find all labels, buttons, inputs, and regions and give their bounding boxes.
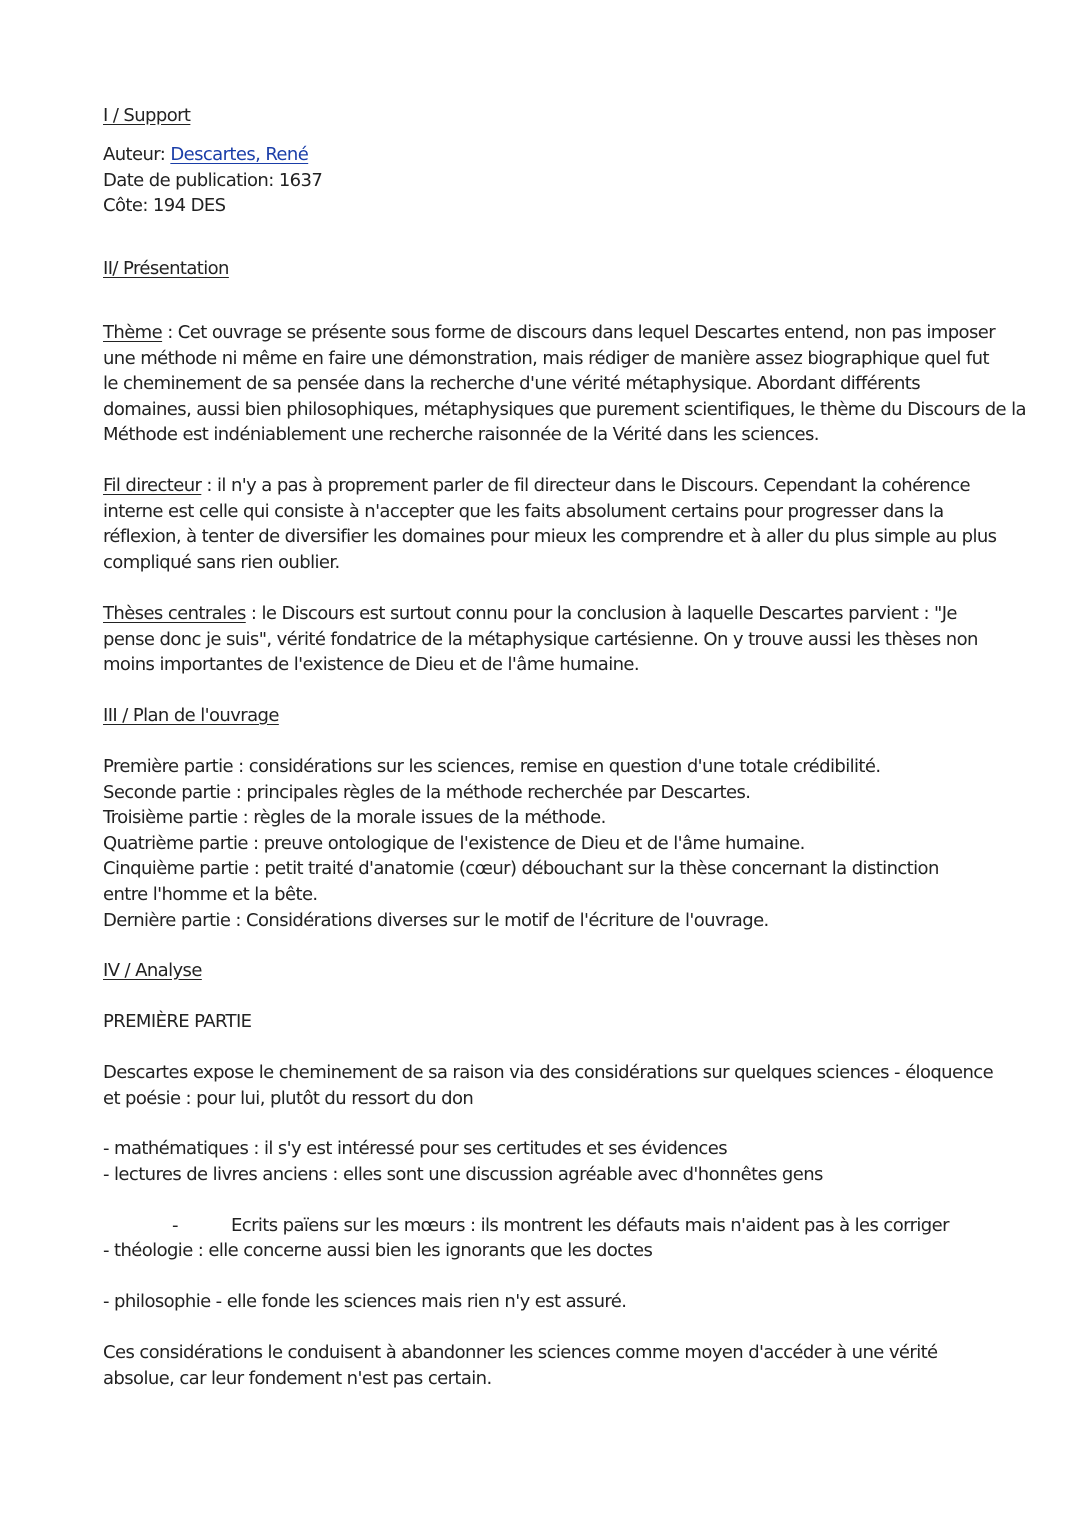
fil-directeur-label: Fil directeur xyxy=(103,475,202,496)
theme-paragraph: Thème : Cet ouvrage se présente sous forme de discours dans lequel Descartes entend, non pas imposer une méthode ni même en faire une démonstration, mais rédiger de manière assez biographique quel fut le cheminement de sa pensée dans la recherche d'une vérité métaphysique. Abordant différents domaines, aussi bien philosophiques, métaphysiques que purement scientifiques, le thème du Discours de la Méthode est indéniablement une recherche raisonnée de la Vérité dans les sciences. xyxy=(103,322,1026,446)
plan-item: Quatrième partie : preuve ontologique de l'existence de Dieu et de l'âme humaine. xyxy=(103,832,805,854)
section-heading-analyse: IV / Analyse xyxy=(103,960,202,981)
fil-directeur-paragraph: Fil directeur : il n'y a pas à proprement parler de fil directeur dans le Discours. Cependant la cohérence interne est celle qui consiste à n'accepter que les faits absolument certains pour progresser dans la réflexion, à tenter de diversifier les domaines pour mieux les comprendre et à aller du plus simple au plus compliqué sans rien oublier. xyxy=(103,475,997,573)
plan-list xyxy=(103,754,983,933)
plan-item: entre l'homme et la bête. xyxy=(103,883,318,905)
bullet-mathematiques: - mathématiques : il s'y est intéressé pour ses certitudes et ses évidences xyxy=(103,1138,727,1159)
plan-item: Cinquième partie : petit traité d'anatomie (cœur) débouchant sur la thèse concernant la distinction xyxy=(103,858,939,880)
bullet-philosophie: - philosophie - elle fonde les sciences mais rien n'y est assuré. xyxy=(103,1291,627,1312)
plan-item: Seconde partie : principales règles de la méthode recherchée par Descartes. xyxy=(103,781,751,803)
auteur-line xyxy=(103,142,308,168)
analyse-conclusion: Ces considérations le conduisent à abandonner les sciences comme moyen d'accéder à une vérité absolue, car leur fondement n'est pas certain. xyxy=(103,1342,938,1389)
plan-item: Dernière partie : Considérations diverses sur le motif de l'écriture de l'ouvrage. xyxy=(103,909,769,931)
bullet-lectures: - lectures de livres anciens : elles sont une discussion agréable avec d'honnêtes gens xyxy=(103,1164,823,1185)
subheading-premiere-partie: PREMIÈRE PARTIE xyxy=(103,1011,252,1032)
cote-line: Côte: 194 DES xyxy=(103,195,226,216)
plan-item: Première partie : considérations sur les sciences, remise en question d'une totale crédibilité. xyxy=(103,756,881,777)
analyse-intro: Descartes expose le cheminement de sa raison via des considérations sur quelques sciences - éloquence et poésie : pour lui, plutôt du ressort du don xyxy=(103,1062,994,1109)
theses-paragraph: Thèses centrales : le Discours est surtout connu pour la conclusion à laquelle Descartes parvient : "Je pense donc je suis", vérité fondatrice de la métaphysique cartésienne. On y trouve aussi les thèses non moins importantes de l'existence de Dieu et de l'âme humaine. xyxy=(103,603,978,676)
section-heading-plan: III / Plan de l'ouvrage xyxy=(103,705,279,726)
date-line: Date de publication: 1637 xyxy=(103,170,323,191)
plan-item: Troisième partie : règles de la morale issues de la méthode. xyxy=(103,807,606,829)
auteur-link[interactable]: Descartes, René xyxy=(170,144,309,165)
section-heading-support: I / Support xyxy=(103,105,191,126)
theses-label: Thèses centrales xyxy=(103,603,246,624)
sub-bullet-ecrits: Ecrits païens sur les mœurs : ils montrent les défauts mais n'aident pas à les corriger xyxy=(231,1215,949,1236)
theme-label: Thème xyxy=(103,322,163,343)
sub-bullet-dash: - xyxy=(172,1215,178,1236)
section-heading-presentation: II/ Présentation xyxy=(103,258,229,279)
auteur-label: Auteur: xyxy=(103,144,171,165)
bullet-theologie: - théologie : elle concerne aussi bien les ignorants que les doctes xyxy=(103,1240,653,1261)
